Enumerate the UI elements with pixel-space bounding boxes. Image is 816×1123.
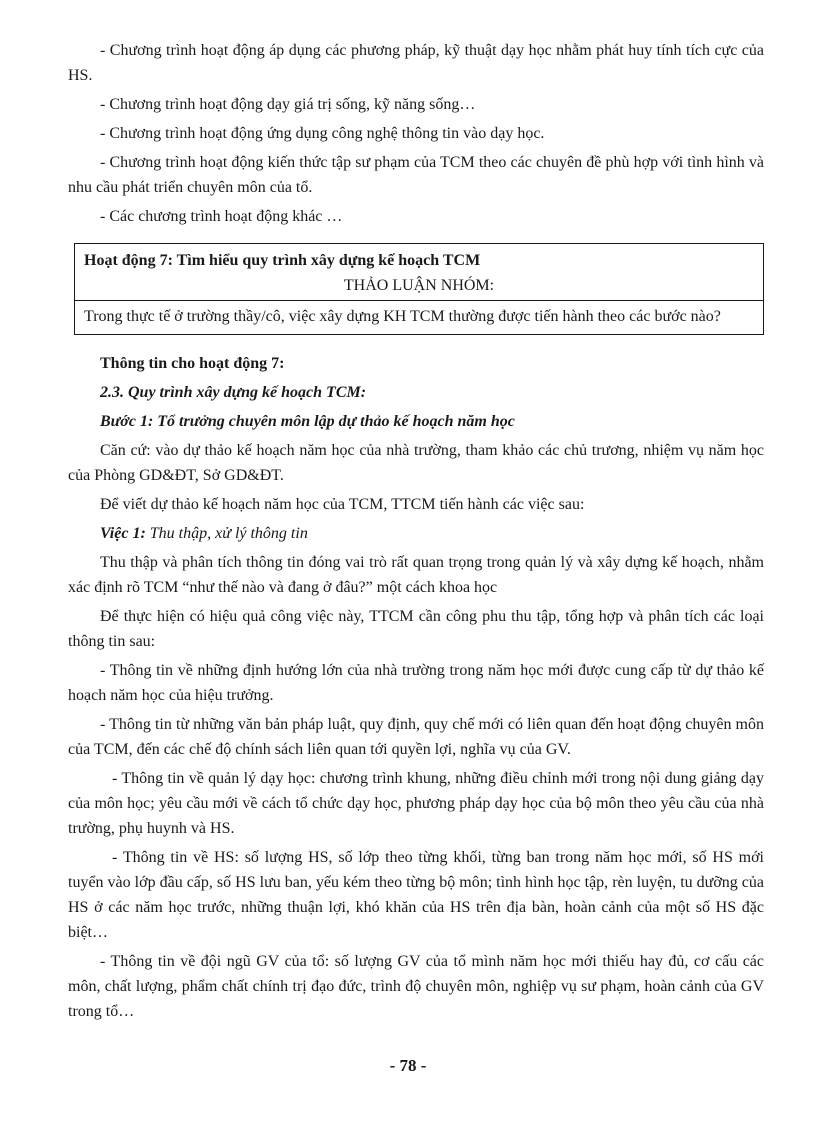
activity-title: Hoạt động 7: Tìm hiểu quy trình xây dựng kế hoạch TCM [84, 252, 481, 269]
info-bullet: - Thông tin từ những văn bản pháp luật, quy định, quy chế mới có liên quan đến hoạt động chuyên môn của TCM, đến các chế độ chính sách liên quan tới quyền lợi, nghĩa vụ của GV. [68, 716, 764, 758]
info-bullet: - Thông tin về những định hướng lớn của nhà trường trong năm học mới được cung cấp từ dự thảo kế hoạch năm học của hiệu trưởng. [68, 662, 764, 704]
activity-subtitle: THẢO LUẬN NHÓM: [343, 277, 495, 294]
info-bullet: - Thông tin về HS: số lượng HS, số lớp theo từng khối, từng ban trong năm học mới, số HS mới tuyển vào lớp đầu cấp, số HS lưu ban, yếu kém theo từng bộ môn; tình hình học tập, rèn luyện, tu dưỡng của HS ở các năm học trước, những thuận lợi, khó khăn của HS trên địa bàn, hoàn cảnh của một số HS đặc biệt… [68, 849, 764, 941]
intro-bullet: - Chương trình hoạt động ứng dụng công nghệ thông tin vào dạy học. [100, 125, 545, 142]
info-bullet: - Thông tin về đội ngũ GV của tổ: số lượng GV của tổ mình năm học mới thiếu hay đủ, cơ cấu các môn, chất lượng, phẩm chất chính trị đạo đức, trình độ chuyên môn, nghiệp vụ sư phạm, hoàn cảnh của GV trong tổ… [68, 953, 764, 1020]
intro-bullet: - Chương trình hoạt động dạy giá trị sống, kỹ năng sống… [100, 96, 476, 113]
activity-divider [75, 300, 763, 301]
paragraph-effective: Để thực hiện có hiệu quả công việc này, TTCM cần công phu thu tập, tổng hợp và phân tích các loại thông tin sau: [68, 608, 764, 650]
section-heading: 2.3. Quy trình xây dựng kế hoạch TCM: [100, 384, 367, 401]
task-1-text: Thu thập, xử lý thông tin [145, 525, 308, 542]
paragraph-collect: Thu thập và phân tích thông tin đóng vai trò rất quan trọng trong quản lý và xây dựng kế hoạch, nhằm xác định rõ TCM “như thế nào và đang ở đâu?” một cách khoa học [68, 554, 764, 596]
activity-box [74, 243, 764, 335]
intro-bullet: - Các chương trình hoạt động khác … [100, 208, 343, 225]
intro-bullet: - Chương trình hoạt động áp dụng các phương pháp, kỹ thuật dạy học nhằm phát huy tính tích cực của HS. [68, 42, 764, 84]
activity-question: Trong thực tế ở trường thầy/cô, việc xây dựng KH TCM thường được tiến hành theo các bước nào? [84, 308, 721, 325]
page-number: - 78 - [389, 1056, 427, 1075]
document-page [68, 38, 764, 1024]
info-bullet: - Thông tin về quản lý dạy học: chương trình khung, những điều chỉnh mới trong nội dung giảng dạy của môn học; yêu cầu mới về cách tổ chức dạy học, phương pháp dạy học của bộ môn theo yêu cầu của nhà trường, phụ huynh và HS. [68, 770, 764, 837]
step-heading: Bước 1: Tổ trưởng chuyên môn lập dự thảo kế hoạch năm học [100, 413, 515, 430]
task-1-label: Việc 1: [100, 525, 146, 542]
task-1-heading [68, 521, 764, 546]
info-heading: Thông tin cho hoạt động 7: [100, 355, 285, 372]
paragraph-tasks: Để viết dự thảo kế hoạch năm học của TCM, TTCM tiến hành các việc sau: [100, 496, 585, 513]
intro-bullet: - Chương trình hoạt động kiến thức tập sư phạm của TCM theo các chuyên đề phù hợp với tình hình và nhu cầu phát triển chuyên môn của tổ. [68, 154, 764, 196]
paragraph-basis: Căn cứ: vào dự thảo kế hoạch năm học của nhà trường, tham khảo các chủ trương, nhiệm vụ năm học của Phòng GD&ĐT, Sở GD&ĐT. [68, 442, 764, 484]
